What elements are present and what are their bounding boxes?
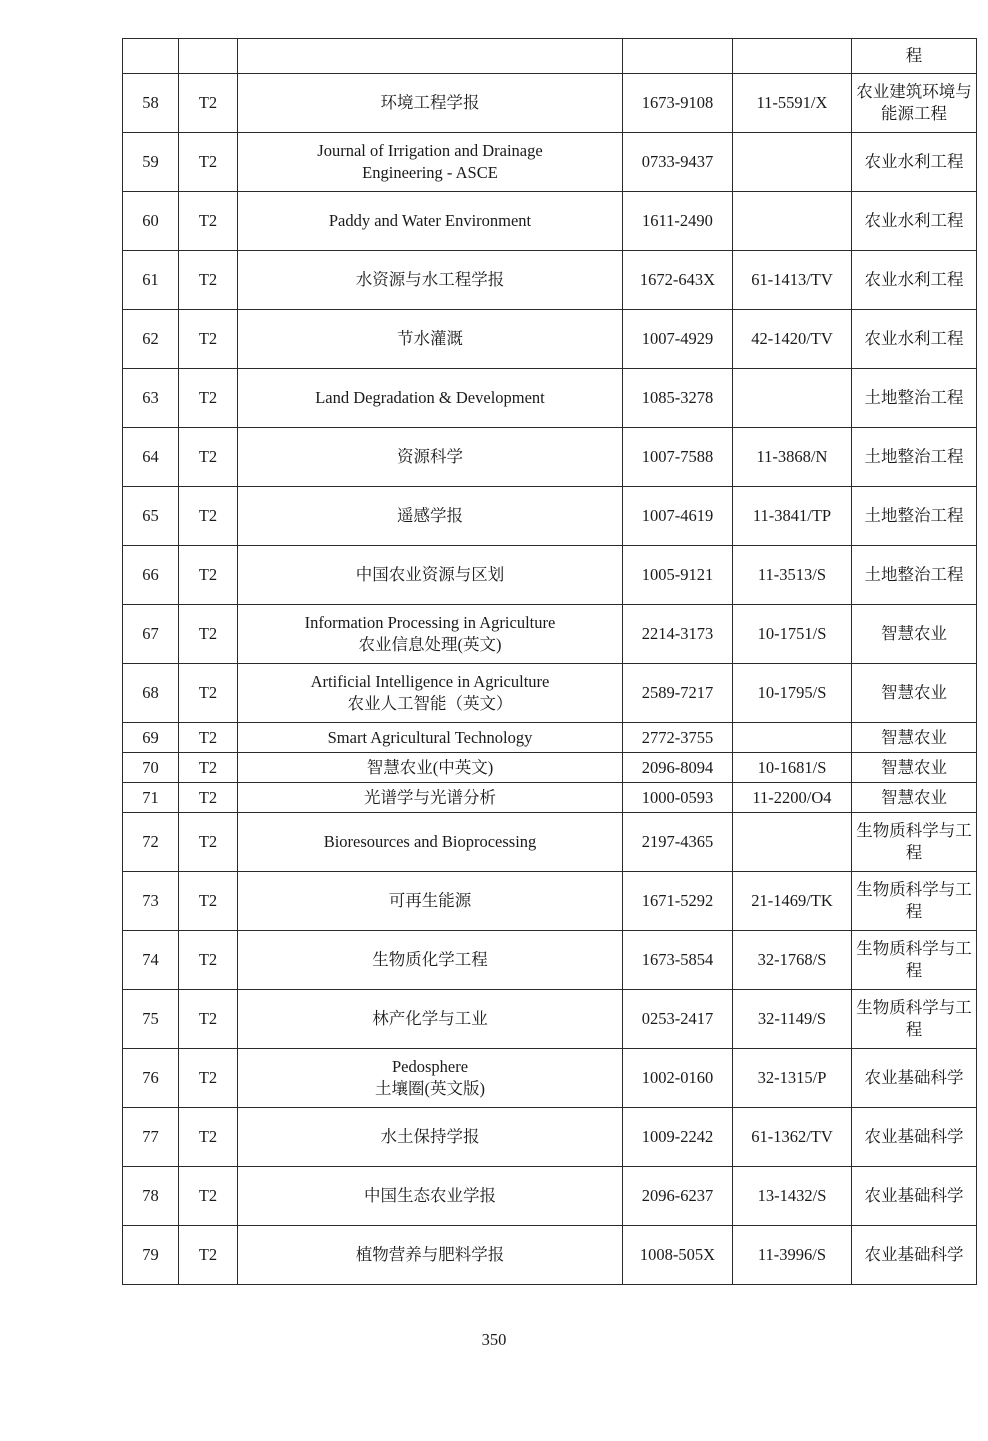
cell-journal-name	[238, 1226, 623, 1285]
cell-tier: T2	[179, 192, 238, 251]
cell-tier: T2	[179, 872, 238, 931]
cell-tier: T2	[179, 133, 238, 192]
cell-category: 智慧农业	[852, 664, 977, 723]
journal-name-line: Artificial Intelligence in Agriculture	[310, 672, 550, 692]
cell-category: 智慧农业	[852, 783, 977, 813]
journal-name-line: 遥感学报	[397, 506, 463, 526]
cell-issn: 1673-5854	[623, 931, 733, 990]
table-row	[123, 723, 977, 753]
cell-issn: 1007-4619	[623, 487, 733, 546]
table-row	[123, 487, 977, 546]
journal-name-line: 水资源与水工程学报	[355, 270, 505, 290]
cell-category: 农业水利工程	[852, 310, 977, 369]
cell-journal-name	[238, 546, 623, 605]
journal-name-line: Smart Agricultural Technology	[327, 727, 533, 747]
cell-category: 农业基础科学	[852, 1226, 977, 1285]
table-row	[123, 369, 977, 428]
cell-journal-name	[238, 723, 623, 753]
page-number: 350	[481, 1330, 507, 1349]
cell-issn: 2589-7217	[623, 664, 733, 723]
table-row-partial-continuation	[123, 39, 977, 74]
cell-cn-number	[733, 39, 852, 74]
cell-journal-name	[238, 605, 623, 664]
cell-serial-number: 63	[123, 369, 179, 428]
cell-journal-name	[238, 753, 623, 783]
cell-category: 生物质科学与工程	[852, 872, 977, 931]
cell-cn-number: 11-3841/TP	[733, 487, 852, 546]
journal-name-line: 环境工程学报	[380, 93, 480, 113]
table-row	[123, 428, 977, 487]
journal-name-line: Land Degradation & Development	[315, 388, 545, 408]
cell-serial-number: 66	[123, 546, 179, 605]
cell-issn: 1008-505X	[623, 1226, 733, 1285]
table-row	[123, 605, 977, 664]
cell-issn: 2197-4365	[623, 813, 733, 872]
cell-tier: T2	[179, 1049, 238, 1108]
cell-journal-name	[238, 369, 623, 428]
journal-name-line: 智慧农业(中英文)	[366, 757, 494, 777]
cell-tier: T2	[179, 723, 238, 753]
table-row	[123, 664, 977, 723]
cell-journal-name	[238, 251, 623, 310]
cell-issn: 0733-9437	[623, 133, 733, 192]
cell-issn: 1611-2490	[623, 192, 733, 251]
journal-name-line: Paddy and Water Environment	[328, 211, 532, 231]
cell-tier: T2	[179, 310, 238, 369]
table-row	[123, 753, 977, 783]
cell-tier: T2	[179, 931, 238, 990]
cell-issn: 1085-3278	[623, 369, 733, 428]
cell-category: 土地整治工程	[852, 369, 977, 428]
table-row	[123, 251, 977, 310]
cell-category: 程	[852, 39, 977, 74]
table-row	[123, 192, 977, 251]
cell-serial-number: 78	[123, 1167, 179, 1226]
cell-serial-number: 76	[123, 1049, 179, 1108]
table-row	[123, 931, 977, 990]
cell-journal-name	[238, 990, 623, 1049]
cell-tier: T2	[179, 1226, 238, 1285]
cell-cn-number: 32-1315/P	[733, 1049, 852, 1108]
cell-tier: T2	[179, 605, 238, 664]
cell-serial-number: 64	[123, 428, 179, 487]
cell-serial-number: 73	[123, 872, 179, 931]
journal-name-line: 可再生能源	[388, 891, 472, 911]
cell-issn: 1000-0593	[623, 783, 733, 813]
table-row	[123, 1226, 977, 1285]
journal-name-line: 节水灌溉	[397, 329, 463, 349]
cell-cn-number: 10-1681/S	[733, 753, 852, 783]
journal-name-line: 农业信息处理(英文)	[358, 635, 502, 654]
cell-issn: 1007-7588	[623, 428, 733, 487]
cell-category: 生物质科学与工程	[852, 813, 977, 872]
table-row	[123, 74, 977, 133]
cell-tier: T2	[179, 369, 238, 428]
cell-category: 农业水利工程	[852, 251, 977, 310]
cell-category: 农业基础科学	[852, 1167, 977, 1226]
cell-category: 智慧农业	[852, 723, 977, 753]
cell-cn-number: 42-1420/TV	[733, 310, 852, 369]
cell-tier: T2	[179, 1167, 238, 1226]
cell-journal-name	[238, 428, 623, 487]
journal-listing-table	[122, 38, 977, 1285]
cell-journal-name	[238, 487, 623, 546]
journal-name-line: 光谱学与光谱分析	[364, 787, 496, 807]
cell-serial-number: 58	[123, 74, 179, 133]
cell-journal-name	[238, 931, 623, 990]
cell-journal-name	[238, 1049, 623, 1108]
journal-name-line: Engineering - ASCE	[362, 163, 498, 182]
cell-tier: T2	[179, 251, 238, 310]
table-row	[123, 872, 977, 931]
cell-issn: 1673-9108	[623, 74, 733, 133]
cell-cn-number: 11-3513/S	[733, 546, 852, 605]
cell-category: 农业基础科学	[852, 1049, 977, 1108]
table-row	[123, 990, 977, 1049]
journal-name-line: 林产化学与工业	[372, 1009, 488, 1029]
cell-tier: T2	[179, 783, 238, 813]
table-row	[123, 1049, 977, 1108]
cell-cn-number	[733, 133, 852, 192]
cell-journal-name	[238, 664, 623, 723]
cell-serial-number: 77	[123, 1108, 179, 1167]
cell-journal-name	[238, 39, 623, 74]
cell-category: 生物质科学与工程	[852, 931, 977, 990]
cell-serial-number: 61	[123, 251, 179, 310]
cell-tier: T2	[179, 428, 238, 487]
journal-name-line: Pedosphere	[391, 1057, 469, 1077]
cell-cn-number: 11-3868/N	[733, 428, 852, 487]
table-row	[123, 546, 977, 605]
cell-category: 土地整治工程	[852, 428, 977, 487]
cell-tier	[179, 39, 238, 74]
journal-name-line: Bioresources and Bioprocessing	[323, 832, 537, 852]
cell-category: 土地整治工程	[852, 487, 977, 546]
cell-serial-number: 75	[123, 990, 179, 1049]
cell-serial-number: 71	[123, 783, 179, 813]
table-row	[123, 1167, 977, 1226]
cell-cn-number: 32-1768/S	[733, 931, 852, 990]
cell-category: 农业建筑环境与能源工程	[852, 74, 977, 133]
cell-serial-number: 79	[123, 1226, 179, 1285]
cell-tier: T2	[179, 74, 238, 133]
cell-journal-name	[238, 872, 623, 931]
cell-serial-number: 62	[123, 310, 179, 369]
table-row	[123, 783, 977, 813]
cell-serial-number: 59	[123, 133, 179, 192]
cell-cn-number: 10-1795/S	[733, 664, 852, 723]
cell-serial-number: 69	[123, 723, 179, 753]
cell-serial-number: 67	[123, 605, 179, 664]
cell-cn-number	[733, 813, 852, 872]
cell-journal-name	[238, 783, 623, 813]
cell-serial-number: 72	[123, 813, 179, 872]
journal-name-line: 资源科学	[397, 447, 463, 467]
cell-category: 智慧农业	[852, 753, 977, 783]
cell-issn: 2214-3173	[623, 605, 733, 664]
cell-tier: T2	[179, 990, 238, 1049]
cell-serial-number: 65	[123, 487, 179, 546]
cell-category: 农业基础科学	[852, 1108, 977, 1167]
table-row	[123, 310, 977, 369]
cell-issn: 1005-9121	[623, 546, 733, 605]
journal-name-line: 农业人工智能（英文）	[347, 694, 513, 713]
cell-category: 土地整治工程	[852, 546, 977, 605]
table-row	[123, 133, 977, 192]
cell-serial-number: 70	[123, 753, 179, 783]
cell-cn-number: 11-5591/X	[733, 74, 852, 133]
cell-serial-number	[123, 39, 179, 74]
cell-issn: 1009-2242	[623, 1108, 733, 1167]
cell-issn: 1007-4929	[623, 310, 733, 369]
cell-issn: 0253-2417	[623, 990, 733, 1049]
cell-category: 农业水利工程	[852, 192, 977, 251]
cell-tier: T2	[179, 487, 238, 546]
cell-cn-number: 10-1751/S	[733, 605, 852, 664]
cell-issn: 1671-5292	[623, 872, 733, 931]
cell-journal-name	[238, 74, 623, 133]
cell-issn: 2096-8094	[623, 753, 733, 783]
cell-category: 农业水利工程	[852, 133, 977, 192]
cell-cn-number: 61-1413/TV	[733, 251, 852, 310]
cell-cn-number: 11-2200/O4	[733, 783, 852, 813]
journal-name-line: 植物营养与肥料学报	[355, 1245, 505, 1265]
cell-cn-number	[733, 192, 852, 251]
cell-tier: T2	[179, 1108, 238, 1167]
cell-tier: T2	[179, 664, 238, 723]
journal-name-line: Information Processing in Agriculture	[304, 613, 556, 633]
cell-issn: 1672-643X	[623, 251, 733, 310]
cell-journal-name	[238, 813, 623, 872]
cell-journal-name	[238, 310, 623, 369]
journal-name-line: 水土保持学报	[380, 1127, 480, 1147]
cell-serial-number: 60	[123, 192, 179, 251]
cell-category: 智慧农业	[852, 605, 977, 664]
journal-table-body	[123, 39, 977, 1285]
cell-journal-name	[238, 1167, 623, 1226]
cell-cn-number: 11-3996/S	[733, 1226, 852, 1285]
cell-tier: T2	[179, 546, 238, 605]
cell-tier: T2	[179, 753, 238, 783]
table-row	[123, 1108, 977, 1167]
cell-cn-number: 61-1362/TV	[733, 1108, 852, 1167]
journal-name-line: 生物质化学工程	[372, 950, 488, 970]
cell-issn	[623, 39, 733, 74]
cell-issn: 1002-0160	[623, 1049, 733, 1108]
cell-cn-number: 21-1469/TK	[733, 872, 852, 931]
cell-cn-number: 32-1149/S	[733, 990, 852, 1049]
cell-issn: 2096-6237	[623, 1167, 733, 1226]
cell-issn: 2772-3755	[623, 723, 733, 753]
cell-cn-number: 13-1432/S	[733, 1167, 852, 1226]
journal-name-line: 土壤圈(英文版)	[375, 1079, 485, 1098]
cell-cn-number	[733, 369, 852, 428]
cell-journal-name	[238, 192, 623, 251]
journal-name-line: 中国生态农业学报	[364, 1186, 496, 1206]
cell-category: 生物质科学与工程	[852, 990, 977, 1049]
cell-journal-name	[238, 1108, 623, 1167]
journal-name-line: 中国农业资源与区划	[355, 565, 505, 585]
table-row	[123, 813, 977, 872]
cell-serial-number: 68	[123, 664, 179, 723]
cell-tier: T2	[179, 813, 238, 872]
journal-name-line: Journal of Irrigation and Drainage	[317, 141, 543, 161]
cell-journal-name	[238, 133, 623, 192]
cell-cn-number	[733, 723, 852, 753]
cell-serial-number: 74	[123, 931, 179, 990]
